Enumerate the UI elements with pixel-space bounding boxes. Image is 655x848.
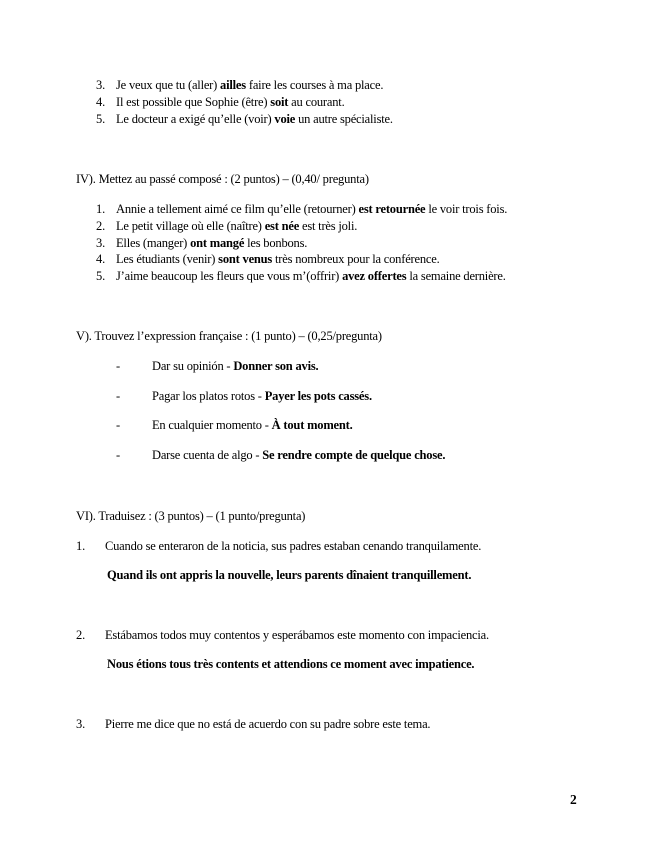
translation-answer: Quand ils ont appris la nouvelle, leurs parents dînaient tranquillement.: [107, 568, 472, 582]
answer-bold: ailles: [220, 78, 246, 92]
section-heading: V). Trouvez l’expression française : (1 punto) – (0,25/pregunta): [76, 329, 382, 343]
page-number: 2: [570, 792, 577, 807]
answer-bold: est retournée: [358, 202, 426, 216]
answer-bold: avez offertes: [342, 269, 407, 283]
answer-bold: Donner son avis.: [233, 359, 319, 373]
answer-bold: Se rendre compte de quelque chose.: [262, 448, 446, 462]
answer-bold: est née: [264, 219, 300, 233]
section-heading: VI). Traduisez : (3 puntos) – (1 punto/pregunta): [76, 509, 306, 523]
answer-bold: sont venus: [218, 252, 273, 266]
answer-bold: soit: [270, 95, 289, 109]
answer-bold: ont mangé: [190, 236, 245, 250]
answer-bold: À tout moment.: [271, 418, 353, 432]
answer-bold: voie: [274, 112, 296, 126]
section-heading: IV). Mettez au passé composé : (2 puntos) – (0,40/ pregunta): [76, 172, 369, 186]
answer-bold: Payer les pots cassés.: [264, 389, 372, 403]
translation-answer: Nous étions tous très contents et attendions ce moment avec impatience.: [107, 657, 475, 671]
